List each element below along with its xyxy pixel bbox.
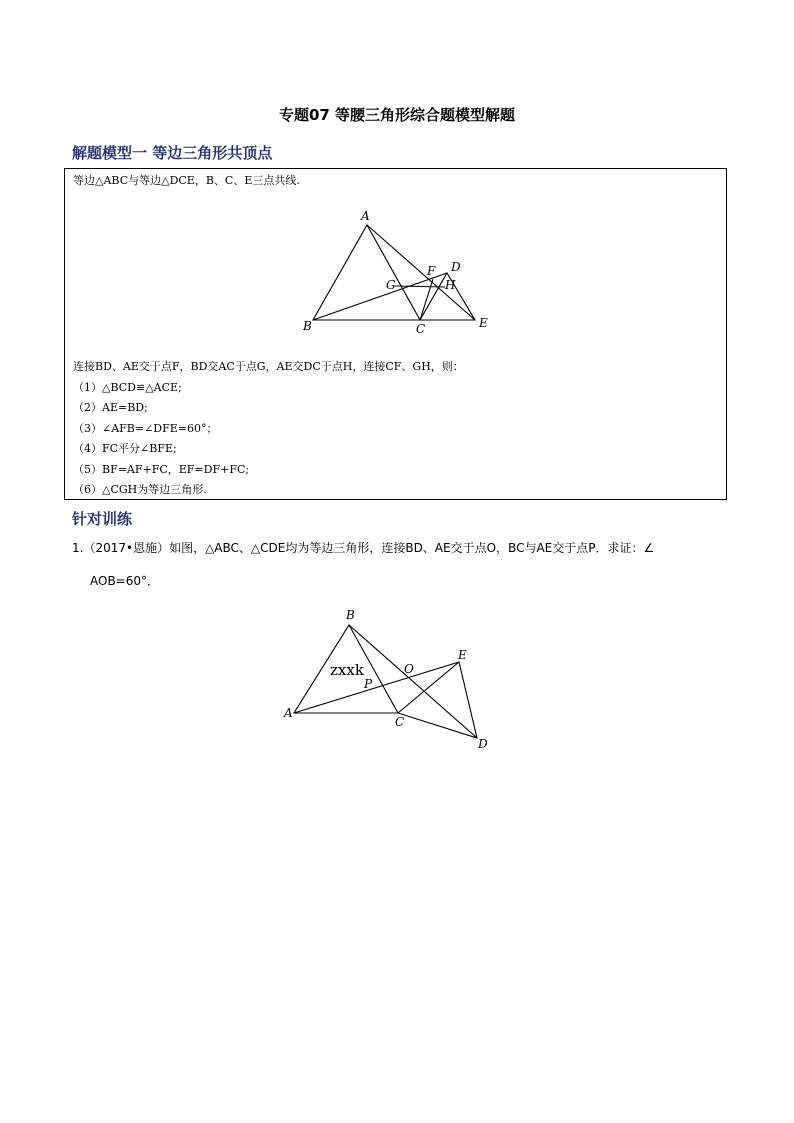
model-item-5: （5）BF=AF+FC，EF=DF+FC; (73, 463, 250, 476)
label-h: H (445, 278, 456, 292)
label-e-ex: E (458, 648, 467, 662)
exercise-1-line-2: AOB=60°． (90, 574, 160, 588)
model-intro: 等边△ABC与等边△DCE，B、C、E三点共线. (73, 174, 300, 187)
triangle-abc (313, 225, 420, 320)
training-heading: 针对训练 (72, 510, 133, 528)
page-title: 专题07 等腰三角形综合题模型解题 (278, 106, 516, 124)
label-c-ex: C (395, 715, 405, 729)
segment-ae-ex (294, 662, 459, 713)
exercise-1-line-1: 1.（2017•恩施）如图，△ABC、△CDE均为等边三角形，连接BD、AE交于点O，BC与AE交于点P．求证：∠ (72, 541, 655, 555)
model-figure (65, 205, 728, 380)
model-item-6: （6）△CGH为等边三角形. (73, 483, 207, 496)
model-box (64, 168, 727, 500)
model-item-1: （1）△BCD≌△ACE; (73, 381, 182, 394)
label-b-ex: B (346, 608, 355, 622)
model-item-3: （3）∠AFB=∠DFE=60°； (73, 422, 218, 435)
model-item-4: （4）FC平分∠BFE; (73, 442, 177, 455)
label-a-ex: A (284, 706, 293, 720)
model-heading: 解题模型一 等边三角形共顶点 (72, 144, 273, 162)
label-o-ex: O (404, 662, 414, 676)
segment-cf (420, 279, 433, 320)
exercise-1-figure (272, 600, 522, 760)
label-c: C (416, 322, 426, 336)
label-b: B (303, 319, 312, 333)
model-connect: 连接BD、AE交于点F，BD交AC于点G，AE交DC于点H，连接CF、GH，则： (73, 360, 464, 373)
model-item-2: （2）AE=BD; (73, 401, 148, 414)
label-d: D (451, 260, 461, 274)
label-a: A (361, 209, 370, 223)
watermark-text: zxxk (330, 661, 364, 679)
label-g: G (386, 278, 396, 292)
label-e: E (479, 316, 488, 330)
label-p-ex: P (364, 677, 373, 691)
segment-gh (395, 286, 445, 287)
label-d-ex: D (478, 737, 488, 751)
label-f: F (427, 264, 436, 278)
